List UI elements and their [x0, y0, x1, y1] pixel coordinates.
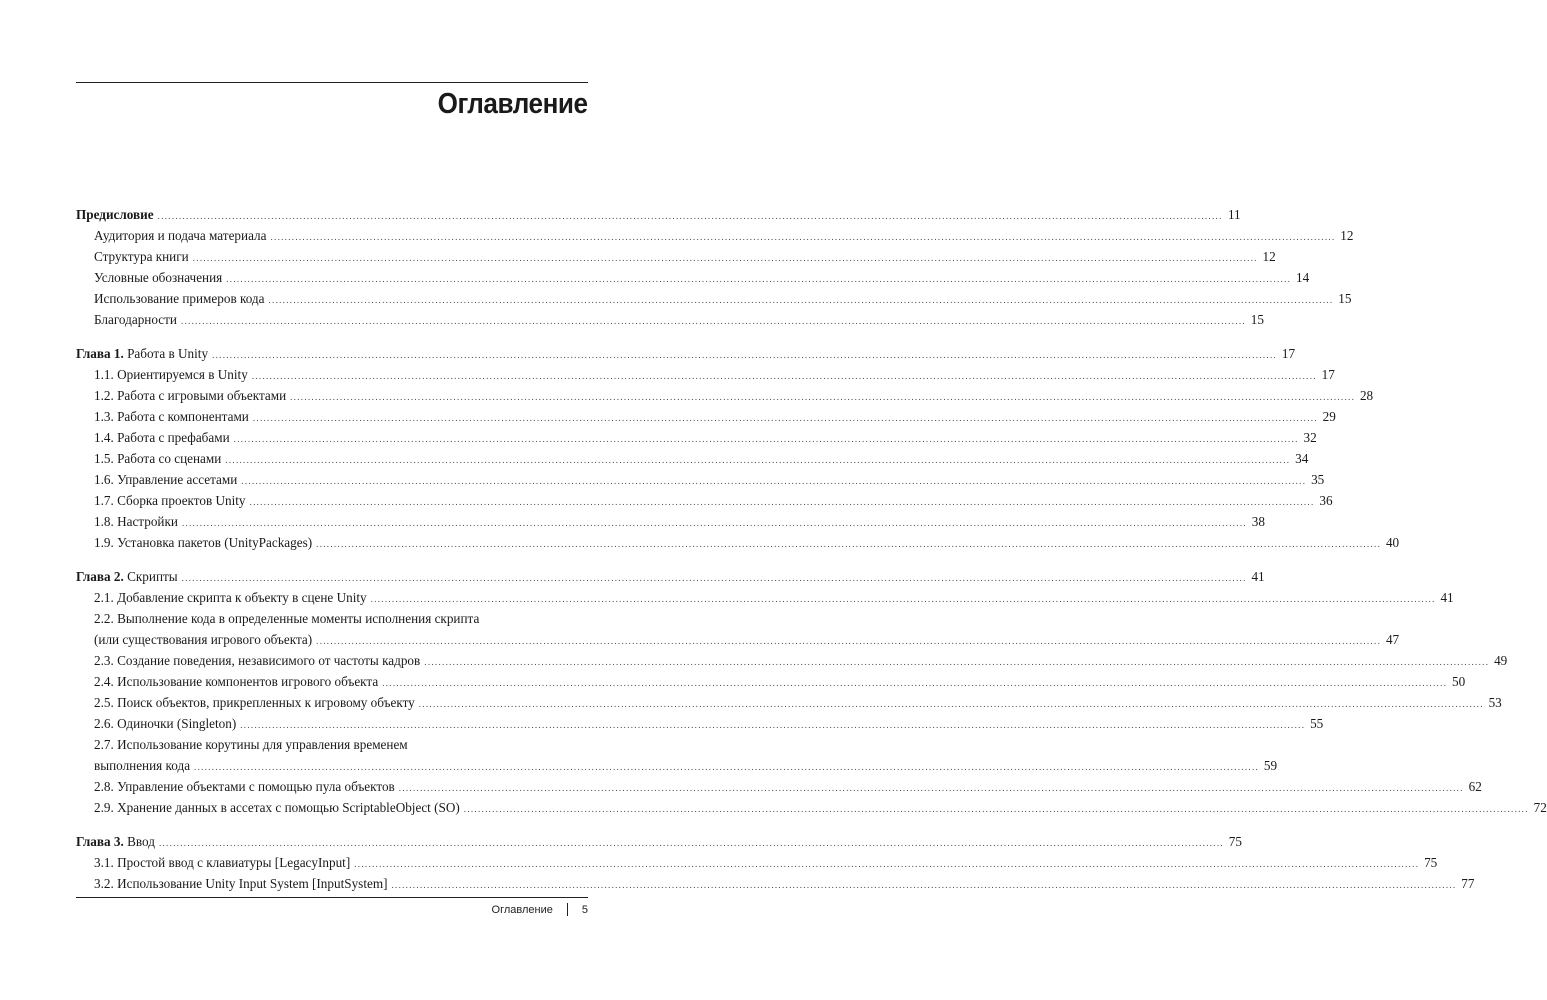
- toc-page-number: 59: [1263, 758, 1278, 773]
- toc-leader-dots: ............................................................................................................................................................................................................................................................................................................: [181, 573, 1247, 583]
- toc-page-number: 34: [1295, 451, 1309, 466]
- toc-page-number: 75: [1228, 834, 1242, 849]
- toc-page-number: 29: [1322, 409, 1336, 424]
- toc-entry-label: [94, 490, 246, 511]
- toc-entry-text: 2.6. Одиночки (Singleton): [94, 716, 237, 731]
- toc-chapter-entry[interactable]: [76, 831, 1242, 852]
- toc-entry-label: [76, 566, 178, 587]
- toc-leader-dots: ............................................................................................................................................................................................................................................................................................................: [354, 859, 1420, 869]
- toc-leader-dots: ............................................................................................................................................................................................................................................................................................................: [251, 371, 1317, 381]
- toc-page-number: 17: [1321, 367, 1335, 382]
- toc-entry-label: [94, 532, 312, 553]
- toc-leader-dots: ............................................................................................................................................................................................................................................................................................................: [233, 434, 1299, 444]
- toc-entry[interactable]: [76, 448, 1309, 469]
- toc-entry-label: [94, 671, 378, 692]
- toc-entry-text: 3.1. Простой ввод с клавиатуры [LegacyInput]: [94, 855, 351, 870]
- toc-entry-text: выполнения кода: [94, 758, 191, 773]
- toc-entry[interactable]: [76, 629, 1400, 650]
- toc-entry-text: 3.2. Использование Unity Input System [InputSystem]: [94, 876, 388, 891]
- footer-separator: [567, 903, 568, 916]
- toc-entry[interactable]: [76, 406, 1336, 427]
- toc-page-number: 49: [1494, 653, 1508, 668]
- toc-entry-text: Работа в Unity: [123, 346, 209, 361]
- toc-page-number: 47: [1385, 632, 1400, 647]
- toc-leader-dots: ............................................................................................................................................................................................................................................................................................................: [225, 455, 1291, 465]
- toc-entry[interactable]: [76, 385, 1374, 406]
- toc-page-number: 15: [1338, 291, 1352, 306]
- toc-page-number: 38: [1251, 514, 1265, 529]
- top-rule: [76, 82, 588, 83]
- toc-chapter-number: Глава 2.: [76, 569, 124, 584]
- toc-page-number: 14: [1296, 270, 1310, 285]
- toc-page-number: 41: [1440, 590, 1454, 605]
- toc-gap: [76, 330, 588, 343]
- toc-page-number: 62: [1468, 779, 1482, 794]
- toc-entry[interactable]: [76, 608, 588, 629]
- toc-entry[interactable]: [76, 587, 1454, 608]
- footer-section-title: Оглавление: [491, 903, 553, 916]
- table-of-contents: [76, 204, 1547, 894]
- toc-entry-text: 2.3. Создание поведения, независимого от частоты кадров: [94, 653, 421, 668]
- toc-leader-dots: ............................................................................................................................................................................................................................................................................................................: [424, 657, 1490, 667]
- toc-entry-label: [94, 776, 395, 797]
- toc-leader-dots: ............................................................................................................................................................................................................................................................................................................: [194, 762, 1260, 772]
- toc-leader-dots: ............................................................................................................................................................................................................................................................................................................: [270, 232, 1336, 242]
- toc-leader-dots: ............................................................................................................................................................................................................................................................................................................: [316, 636, 1382, 646]
- toc-page-number: 77: [1461, 876, 1475, 891]
- toc-entry[interactable]: [76, 309, 1264, 330]
- toc-entry-label: [94, 713, 236, 734]
- toc-entry-text: 1.8. Настройки: [94, 514, 178, 529]
- toc-chapter-number: Предисловие: [76, 207, 154, 222]
- toc-entry[interactable]: [76, 797, 1547, 818]
- toc-entry-label: [94, 511, 178, 532]
- toc-entry-label: [94, 873, 387, 894]
- toc-entry-label: [94, 755, 190, 776]
- toc-entry-text: Использование примеров кода: [94, 291, 265, 306]
- toc-entry[interactable]: [76, 511, 1265, 532]
- toc-page-number: 72: [1533, 800, 1547, 815]
- toc-page-number: 55: [1310, 716, 1324, 731]
- toc-entry-text: 2.8. Управление объектами с помощью пула объектов: [94, 779, 395, 794]
- toc-entry[interactable]: [76, 469, 1325, 490]
- toc-entry-label: [94, 448, 221, 469]
- toc-entry-label: [94, 797, 460, 818]
- toc-page-number: 40: [1385, 535, 1400, 550]
- toc-entry[interactable]: [76, 225, 1354, 246]
- toc-leader-dots: ............................................................................................................................................................................................................................................................................................................: [370, 594, 1436, 604]
- toc-entry-text: 1.5. Работа со сценами: [94, 451, 222, 466]
- toc-entry-text: (или существования игрового объекта): [94, 632, 313, 647]
- toc-entry-label: [94, 406, 249, 427]
- toc-page-number: 12: [1340, 228, 1354, 243]
- toc-entry-text: 1.7. Сборка проектов Unity: [94, 493, 246, 508]
- toc-chapter-entry[interactable]: [76, 343, 1296, 364]
- toc-leader-dots: ............................................................................................................................................................................................................................................................................................................: [249, 497, 1315, 507]
- toc-entry-text: 1.6. Управление ассетами: [94, 472, 238, 487]
- toc-leader-dots: ............................................................................................................................................................................................................................................................................................................: [157, 211, 1223, 221]
- toc-entry-text: Скрипты: [123, 569, 178, 584]
- toc-leader-dots: ............................................................................................................................................................................................................................................................................................................: [240, 720, 1306, 730]
- toc-entry-text: Благодарности: [94, 312, 177, 327]
- toc-leader-dots: ............................................................................................................................................................................................................................................................................................................: [192, 253, 1258, 263]
- toc-leader-dots: ............................................................................................................................................................................................................................................................................................................: [391, 880, 1457, 890]
- toc-entry-label: [94, 309, 177, 330]
- toc-entry-label: [76, 204, 154, 225]
- footer-page-number: 5: [581, 903, 588, 916]
- toc-entry-text: 1.1. Ориентируемся в Unity: [94, 367, 248, 382]
- toc-entry[interactable]: [76, 692, 1502, 713]
- page-title: Оглавление: [438, 88, 588, 120]
- toc-entry-label: [76, 343, 208, 364]
- toc-entry[interactable]: [76, 734, 588, 755]
- toc-entry-label: [94, 427, 230, 448]
- toc-entry-text: 1.4. Работа с префабами: [94, 430, 230, 445]
- toc-entry-text: 2.2. Выполнение кода в определенные моменты исполнения скрипта: [94, 611, 480, 626]
- toc-entry[interactable]: [76, 873, 1475, 894]
- toc-gap: [76, 818, 588, 831]
- toc-entry-label: [94, 469, 237, 490]
- toc-leader-dots: ............................................................................................................................................................................................................................................................................................................: [158, 838, 1224, 848]
- toc-leader-dots: ............................................................................................................................................................................................................................................................................................................: [398, 783, 1464, 793]
- toc-page-number: 15: [1250, 312, 1264, 327]
- toc-entry-text: Структура книги: [94, 249, 189, 264]
- toc-chapter-number: Глава 1.: [76, 346, 124, 361]
- toc-entry-label: [94, 692, 415, 713]
- toc-entry[interactable]: [76, 852, 1438, 873]
- toc-entry[interactable]: [76, 427, 1317, 448]
- toc-entry-label: [94, 267, 222, 288]
- toc-page-number: 35: [1311, 472, 1325, 487]
- toc-entry-text: 2.9. Хранение данных в ассетах с помощью ScriptableObject (SO): [94, 800, 460, 815]
- toc-gap: [76, 553, 588, 566]
- toc-entry-text: 2.7. Использование корутины для управления временем: [94, 737, 408, 752]
- toc-page-number: 53: [1488, 695, 1502, 710]
- toc-entry-text: 1.2. Работа с игровыми объектами: [94, 388, 287, 403]
- toc-entry[interactable]: [76, 650, 1508, 671]
- toc-page-number: 32: [1303, 430, 1317, 445]
- toc-entry[interactable]: [76, 490, 1333, 511]
- toc-entry[interactable]: [76, 246, 1276, 267]
- toc-entry-label: [94, 650, 420, 671]
- toc-entry[interactable]: [76, 364, 1335, 385]
- toc-leader-dots: ............................................................................................................................................................................................................................................................................................................: [268, 295, 1334, 305]
- toc-leader-dots: ............................................................................................................................................................................................................................................................................................................: [212, 350, 1278, 360]
- toc-entry[interactable]: [76, 671, 1466, 692]
- toc-entry-text: 2.4. Использование компонентов игрового объекта: [94, 674, 379, 689]
- toc-entry-text: 2.5. Поиск объектов, прикрепленных к игровому объекту: [94, 695, 415, 710]
- toc-entry-text: 1.3. Работа с компонентами: [94, 409, 249, 424]
- toc-entry-label: [94, 734, 408, 755]
- toc-entry-label: [94, 225, 266, 246]
- toc-page-number: 75: [1424, 855, 1438, 870]
- toc-leader-dots: ............................................................................................................................................................................................................................................................................................................: [418, 699, 1484, 709]
- toc-entry[interactable]: [76, 713, 1324, 734]
- toc-entry-text: Аудитория и подача материала: [94, 228, 267, 243]
- toc-entry[interactable]: [76, 532, 1400, 553]
- toc-entry[interactable]: [76, 755, 1278, 776]
- toc-entry-label: [94, 852, 350, 873]
- toc-entry[interactable]: [76, 288, 1352, 309]
- toc-entry-label: [94, 364, 248, 385]
- toc-chapter-number: Глава 3.: [76, 834, 124, 849]
- toc-leader-dots: ............................................................................................................................................................................................................................................................................................................: [382, 678, 1448, 688]
- toc-entry-label: [94, 629, 312, 650]
- toc-chapter-entry[interactable]: [76, 566, 1265, 587]
- toc-page-number: 12: [1262, 249, 1276, 264]
- toc-entry-text: Ввод: [123, 834, 155, 849]
- bottom-rule: [76, 897, 588, 898]
- toc-page-number: 41: [1251, 569, 1265, 584]
- toc-leader-dots: ............................................................................................................................................................................................................................................................................................................: [181, 518, 1247, 528]
- toc-leader-dots: ............................................................................................................................................................................................................................................................................................................: [252, 413, 1318, 423]
- toc-entry-text: 2.1. Добавление скрипта к объекту в сцене Unity: [94, 590, 367, 605]
- page-footer: [492, 903, 588, 916]
- toc-entry-label: [76, 831, 155, 852]
- toc-entry-label: [94, 608, 479, 629]
- toc-entry-label: [94, 246, 189, 267]
- toc-chapter-entry[interactable]: [76, 204, 1241, 225]
- toc-page-number: 11: [1227, 207, 1241, 222]
- toc-entry-label: [94, 385, 286, 406]
- toc-page-number: 36: [1319, 493, 1333, 508]
- toc-leader-dots: ............................................................................................................................................................................................................................................................................................................: [463, 804, 1529, 814]
- toc-page-number: 28: [1359, 388, 1374, 403]
- toc-entry-text: Условные обозначения: [94, 270, 223, 285]
- toc-page-number: 17: [1281, 346, 1296, 361]
- toc-leader-dots: ............................................................................................................................................................................................................................................................................................................: [180, 316, 1246, 326]
- toc-page-number: 50: [1452, 674, 1466, 689]
- toc-entry-label: [94, 288, 264, 309]
- toc-entry[interactable]: [76, 267, 1310, 288]
- toc-leader-dots: ............................................................................................................................................................................................................................................................................................................: [226, 274, 1292, 284]
- toc-entry[interactable]: [76, 776, 1482, 797]
- toc-leader-dots: ............................................................................................................................................................................................................................................................................................................: [241, 476, 1307, 486]
- toc-leader-dots: ............................................................................................................................................................................................................................................................................................................: [316, 539, 1382, 549]
- toc-leader-dots: ............................................................................................................................................................................................................................................................................................................: [290, 392, 1356, 402]
- toc-entry-text: 1.9. Установка пакетов (UnityPackages): [94, 535, 313, 550]
- toc-entry-label: [94, 587, 367, 608]
